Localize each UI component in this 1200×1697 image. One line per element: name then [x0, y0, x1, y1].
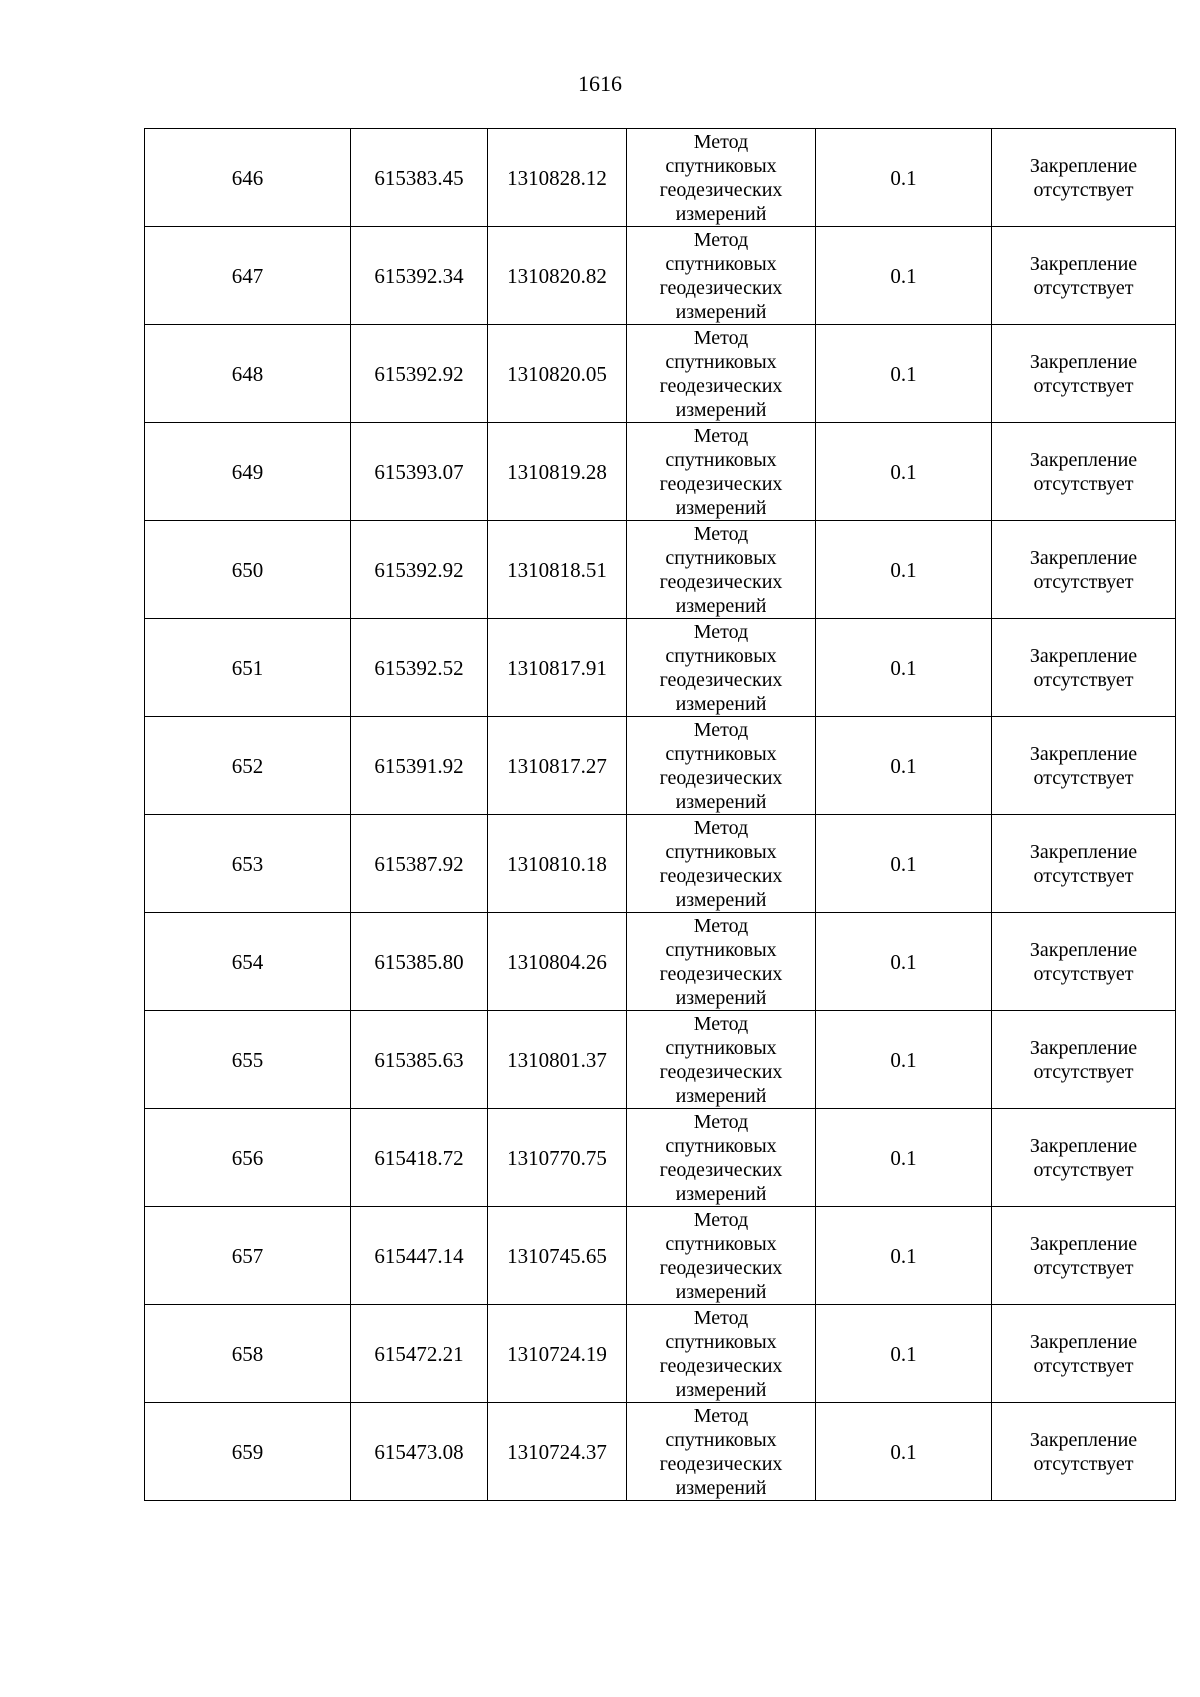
method-line: геодезических: [659, 962, 783, 985]
table-row: [145, 619, 1176, 717]
y-coordinate-cell: 1310819.28: [488, 423, 627, 521]
method-line: измерений: [675, 594, 767, 617]
fixing-line: Закрепление: [1029, 350, 1138, 373]
table-row: [145, 717, 1176, 815]
method-line: Метод: [693, 1110, 749, 1133]
point-number-cell: 648: [145, 325, 351, 423]
fixing-line: Закрепление: [1029, 154, 1138, 177]
point-number-cell: 652: [145, 717, 351, 815]
fixing-line: отсутствует: [1033, 472, 1134, 495]
method-line: измерений: [675, 300, 767, 323]
fixing-cell: [992, 1305, 1176, 1403]
fixing-line: отсутствует: [1033, 178, 1134, 201]
accuracy-cell: 0.1: [816, 325, 992, 423]
fixing-line: Закрепление: [1029, 1134, 1138, 1157]
table-row: [145, 815, 1176, 913]
point-number-cell: 646: [145, 129, 351, 227]
accuracy-cell: 0.1: [816, 1011, 992, 1109]
method-line: геодезических: [659, 1256, 783, 1279]
method-cell: [627, 423, 816, 521]
method-line: измерений: [675, 986, 767, 1009]
y-coordinate-cell: 1310817.91: [488, 619, 627, 717]
accuracy-cell: 0.1: [816, 815, 992, 913]
y-coordinate-cell: 1310820.82: [488, 227, 627, 325]
method-cell: [627, 1109, 816, 1207]
method-line: геодезических: [659, 864, 783, 887]
method-line: Метод: [693, 130, 749, 153]
x-coordinate-cell: 615472.21: [351, 1305, 488, 1403]
method-line: геодезических: [659, 668, 783, 691]
method-line: геодезических: [659, 1354, 783, 1377]
table-row: [145, 1305, 1176, 1403]
method-cell: [627, 619, 816, 717]
accuracy-cell: 0.1: [816, 717, 992, 815]
method-line: спутниковых: [665, 1134, 777, 1157]
method-line: измерений: [675, 1084, 767, 1107]
fixing-line: Закрепление: [1029, 1232, 1138, 1255]
x-coordinate-cell: 615447.14: [351, 1207, 488, 1305]
x-coordinate-cell: 615385.63: [351, 1011, 488, 1109]
table-row: [145, 325, 1176, 423]
coordinates-table-body: [145, 129, 1176, 1501]
y-coordinate-cell: 1310810.18: [488, 815, 627, 913]
accuracy-cell: 0.1: [816, 521, 992, 619]
point-number-cell: 659: [145, 1403, 351, 1501]
method-line: спутниковых: [665, 644, 777, 667]
point-number-cell: 656: [145, 1109, 351, 1207]
method-line: измерений: [675, 398, 767, 421]
x-coordinate-cell: 615393.07: [351, 423, 488, 521]
fixing-line: отсутствует: [1033, 1158, 1134, 1181]
method-line: спутниковых: [665, 1036, 777, 1059]
fixing-cell: [992, 521, 1176, 619]
y-coordinate-cell: 1310724.19: [488, 1305, 627, 1403]
fixing-line: отсутствует: [1033, 570, 1134, 593]
fixing-line: отсутствует: [1033, 1354, 1134, 1377]
table-row: [145, 1207, 1176, 1305]
fixing-line: отсутствует: [1033, 864, 1134, 887]
fixing-line: отсутствует: [1033, 374, 1134, 397]
method-line: Метод: [693, 326, 749, 349]
fixing-cell: [992, 1011, 1176, 1109]
method-line: измерений: [675, 888, 767, 911]
x-coordinate-cell: 615418.72: [351, 1109, 488, 1207]
accuracy-cell: 0.1: [816, 619, 992, 717]
method-line: Метод: [693, 522, 749, 545]
table-row: [145, 913, 1176, 1011]
x-coordinate-cell: 615392.52: [351, 619, 488, 717]
method-line: измерений: [675, 202, 767, 225]
accuracy-cell: 0.1: [816, 227, 992, 325]
y-coordinate-cell: 1310724.37: [488, 1403, 627, 1501]
accuracy-cell: 0.1: [816, 423, 992, 521]
method-cell: [627, 717, 816, 815]
method-line: Метод: [693, 914, 749, 937]
point-number-cell: 649: [145, 423, 351, 521]
method-line: Метод: [693, 718, 749, 741]
method-cell: [627, 129, 816, 227]
method-cell: [627, 1011, 816, 1109]
y-coordinate-cell: 1310818.51: [488, 521, 627, 619]
point-number-cell: 650: [145, 521, 351, 619]
x-coordinate-cell: 615391.92: [351, 717, 488, 815]
method-line: спутниковых: [665, 840, 777, 863]
fixing-cell: [992, 325, 1176, 423]
method-line: Метод: [693, 424, 749, 447]
fixing-line: отсутствует: [1033, 1452, 1134, 1475]
table-row: [145, 423, 1176, 521]
fixing-cell: [992, 423, 1176, 521]
accuracy-cell: 0.1: [816, 913, 992, 1011]
method-line: Метод: [693, 816, 749, 839]
table-row: [145, 1109, 1176, 1207]
method-line: Метод: [693, 1208, 749, 1231]
method-line: спутниковых: [665, 546, 777, 569]
fixing-cell: [992, 815, 1176, 913]
fixing-cell: [992, 913, 1176, 1011]
method-line: измерений: [675, 1476, 767, 1499]
method-line: Метод: [693, 1012, 749, 1035]
point-number-cell: 658: [145, 1305, 351, 1403]
accuracy-cell: 0.1: [816, 1207, 992, 1305]
y-coordinate-cell: 1310804.26: [488, 913, 627, 1011]
y-coordinate-cell: 1310828.12: [488, 129, 627, 227]
table-row: [145, 227, 1176, 325]
method-line: спутниковых: [665, 1232, 777, 1255]
method-line: Метод: [693, 1404, 749, 1427]
fixing-line: Закрепление: [1029, 742, 1138, 765]
point-number-cell: 655: [145, 1011, 351, 1109]
y-coordinate-cell: 1310820.05: [488, 325, 627, 423]
method-line: спутниковых: [665, 252, 777, 275]
fixing-cell: [992, 717, 1176, 815]
method-line: геодезических: [659, 374, 783, 397]
fixing-cell: [992, 619, 1176, 717]
method-cell: [627, 227, 816, 325]
page-number: 1616: [578, 71, 622, 96]
fixing-cell: [992, 129, 1176, 227]
method-line: измерений: [675, 790, 767, 813]
method-cell: [627, 815, 816, 913]
method-line: Метод: [693, 228, 749, 251]
method-line: спутниковых: [665, 938, 777, 961]
fixing-cell: [992, 1207, 1176, 1305]
method-line: спутниковых: [665, 1428, 777, 1451]
x-coordinate-cell: 615473.08: [351, 1403, 488, 1501]
fixing-line: отсутствует: [1033, 668, 1134, 691]
method-line: Метод: [693, 1306, 749, 1329]
x-coordinate-cell: 615392.92: [351, 325, 488, 423]
y-coordinate-cell: 1310745.65: [488, 1207, 627, 1305]
method-line: спутниковых: [665, 448, 777, 471]
point-number-cell: 647: [145, 227, 351, 325]
method-line: измерений: [675, 1280, 767, 1303]
fixing-line: отсутствует: [1033, 962, 1134, 985]
method-line: геодезических: [659, 1158, 783, 1181]
fixing-cell: [992, 1109, 1176, 1207]
x-coordinate-cell: 615392.92: [351, 521, 488, 619]
point-number-cell: 654: [145, 913, 351, 1011]
method-cell: [627, 521, 816, 619]
y-coordinate-cell: 1310801.37: [488, 1011, 627, 1109]
table-row: [145, 521, 1176, 619]
table-row: [145, 1403, 1176, 1501]
fixing-line: Закрепление: [1029, 252, 1138, 275]
fixing-line: Закрепление: [1029, 448, 1138, 471]
method-cell: [627, 1207, 816, 1305]
method-cell: [627, 1305, 816, 1403]
method-line: геодезических: [659, 276, 783, 299]
method-line: геодезических: [659, 570, 783, 593]
method-line: измерений: [675, 1182, 767, 1205]
fixing-cell: [992, 227, 1176, 325]
fixing-line: отсутствует: [1033, 766, 1134, 789]
point-number-cell: 657: [145, 1207, 351, 1305]
fixing-line: Закрепление: [1029, 1036, 1138, 1059]
fixing-line: Закрепление: [1029, 938, 1138, 961]
accuracy-cell: 0.1: [816, 1109, 992, 1207]
method-line: измерений: [675, 1378, 767, 1401]
y-coordinate-cell: 1310817.27: [488, 717, 627, 815]
method-line: спутниковых: [665, 742, 777, 765]
fixing-line: Закрепление: [1029, 1428, 1138, 1451]
fixing-line: Закрепление: [1029, 840, 1138, 863]
method-line: геодезических: [659, 766, 783, 789]
fixing-line: Закрепление: [1029, 546, 1138, 569]
method-line: спутниковых: [665, 154, 777, 177]
x-coordinate-cell: 615387.92: [351, 815, 488, 913]
method-line: измерений: [675, 692, 767, 715]
fixing-cell: [992, 1403, 1176, 1501]
method-cell: [627, 1403, 816, 1501]
point-number-cell: 651: [145, 619, 351, 717]
accuracy-cell: 0.1: [816, 129, 992, 227]
coordinates-table: [144, 128, 1176, 1501]
y-coordinate-cell: 1310770.75: [488, 1109, 627, 1207]
method-cell: [627, 913, 816, 1011]
accuracy-cell: 0.1: [816, 1403, 992, 1501]
method-line: спутниковых: [665, 1330, 777, 1353]
method-line: геодезических: [659, 472, 783, 495]
x-coordinate-cell: 615383.45: [351, 129, 488, 227]
x-coordinate-cell: 615392.34: [351, 227, 488, 325]
method-line: Метод: [693, 620, 749, 643]
table-row: [145, 129, 1176, 227]
method-line: геодезических: [659, 178, 783, 201]
fixing-line: отсутствует: [1033, 1060, 1134, 1083]
accuracy-cell: 0.1: [816, 1305, 992, 1403]
method-line: измерений: [675, 496, 767, 519]
method-cell: [627, 325, 816, 423]
x-coordinate-cell: 615385.80: [351, 913, 488, 1011]
fixing-line: отсутствует: [1033, 1256, 1134, 1279]
fixing-line: Закрепление: [1029, 1330, 1138, 1353]
method-line: геодезических: [659, 1060, 783, 1083]
fixing-line: отсутствует: [1033, 276, 1134, 299]
method-line: геодезических: [659, 1452, 783, 1475]
table-row: [145, 1011, 1176, 1109]
method-line: спутниковых: [665, 350, 777, 373]
fixing-line: Закрепление: [1029, 644, 1138, 667]
point-number-cell: 653: [145, 815, 351, 913]
